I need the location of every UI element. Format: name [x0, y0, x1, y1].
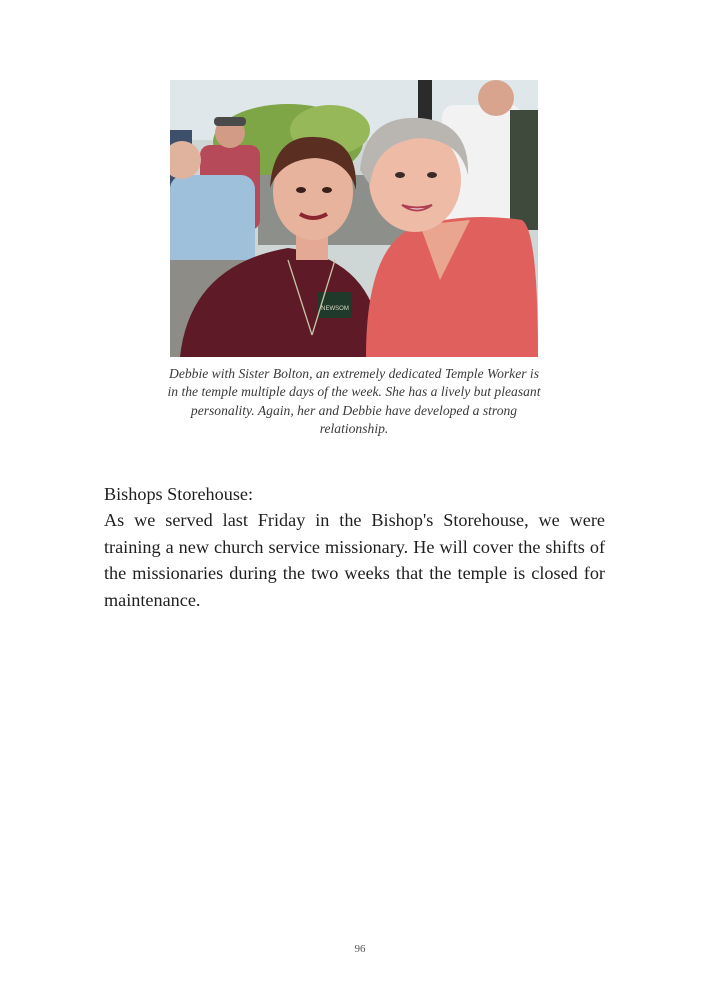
page-number: 96	[354, 943, 366, 955]
photo-illustration	[170, 80, 538, 357]
event-photo	[170, 80, 538, 357]
section-heading: Bishops Storehouse:	[104, 484, 254, 504]
name-tag-text: NEWSOM	[321, 306, 349, 312]
cap	[214, 117, 246, 126]
section-paragraph: As we served last Friday in the Bishop's Storehouse, we were training a new church service missionary. He will cover the shifts of the missionaries during the two weeks that the temple is closed for maintenance.	[104, 510, 605, 610]
name-tag	[318, 292, 352, 318]
photo-caption: Debbie with Sister Bolton, an extremely dedicated Temple Worker is in the temple multiple days of the week. She has a lively but pleasant personality. Again, her and Debbie have developed a strong relationship.	[167, 366, 541, 436]
